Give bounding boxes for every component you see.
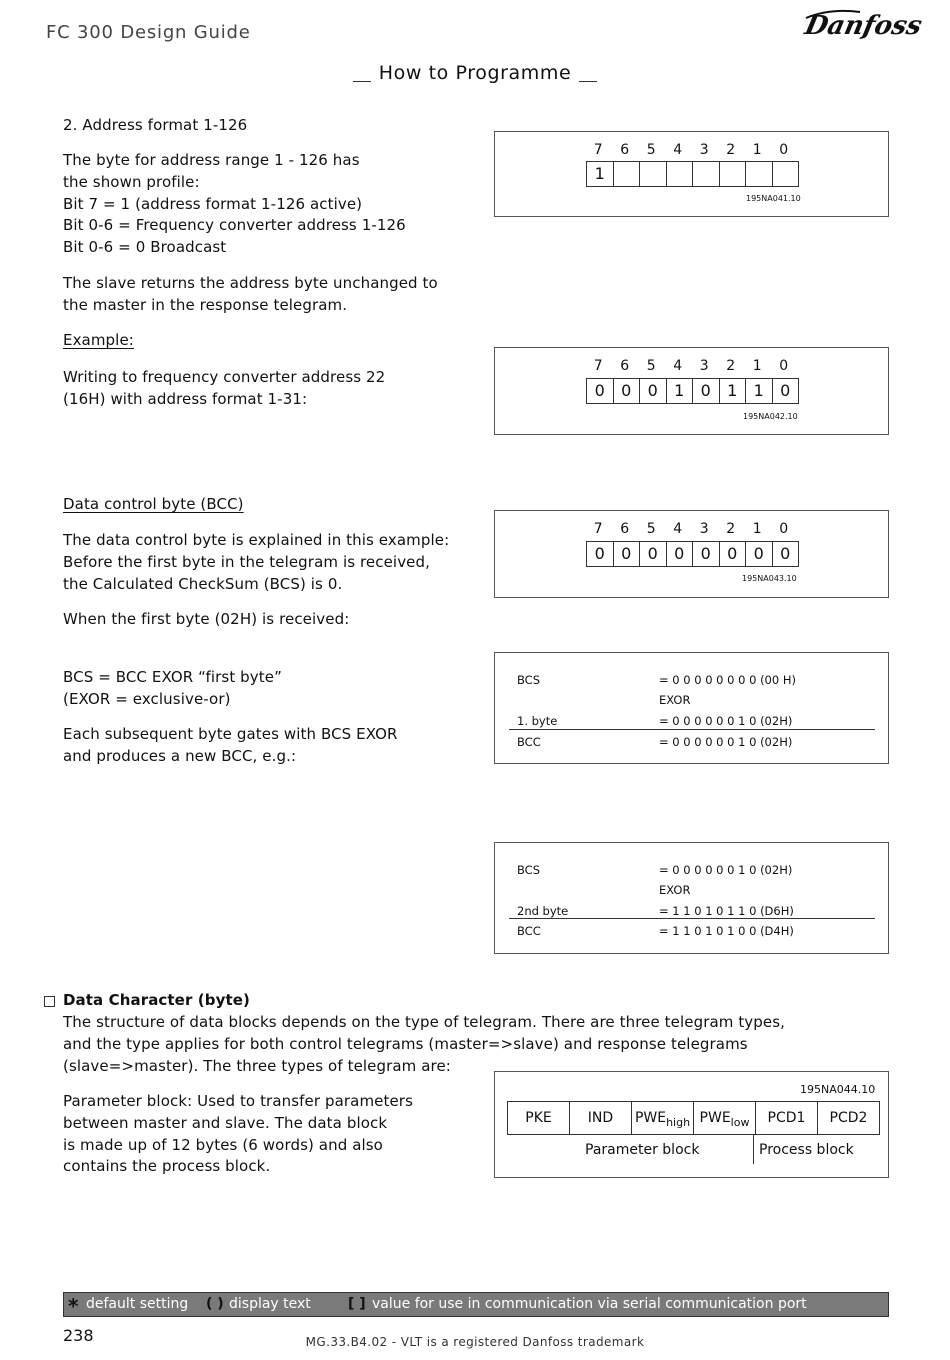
- legend-bar: [63, 1292, 889, 1317]
- process-block-label: Process block: [759, 1142, 854, 1158]
- calc-label: 2nd byte: [517, 904, 569, 918]
- figure-code: 195NA043.10: [742, 574, 797, 583]
- example-label: Example:: [63, 331, 134, 349]
- telegram-block-cells: [507, 1101, 880, 1135]
- example-text: Writing to frequency converter address 22 (16H) with address format 1-31:: [63, 368, 386, 408]
- calc-divider: [509, 729, 875, 730]
- calc-value: = 0 0 0 0 0 0 1 0 (02H): [659, 863, 793, 877]
- block-pke: PKE: [508, 1102, 570, 1135]
- legend-value-text: value for use in communication via serial communication port: [372, 1296, 807, 1312]
- figure-code: 195NA041.10: [746, 194, 801, 203]
- block-pcd1: PCD1: [756, 1102, 818, 1135]
- calc-label: BCC: [517, 924, 541, 938]
- bcs-formula-text: BCS = BCC EXOR “first byte” (EXOR = exclusive-or): [63, 668, 282, 708]
- calc-value: = 0 0 0 0 0 0 1 0 (02H): [659, 714, 793, 728]
- document-title: FC 300 Design Guide: [46, 22, 251, 43]
- footer-trademark: MG.33.B4.02 - VLT is a registered Danfoss trademark: [305, 1335, 645, 1349]
- calc-value: = 1 1 0 1 0 1 1 0 (D6H): [659, 904, 794, 918]
- block-pwe-high: $PWE_{high}$: [632, 1102, 694, 1135]
- asterisk-icon: *: [68, 1294, 79, 1318]
- block-pcd2: PCD2: [818, 1102, 880, 1135]
- calc-label: BCS: [517, 863, 541, 877]
- figure-code: 195NA042.10: [743, 412, 798, 421]
- address-profile-text: The byte for address range 1 - 126 has the shown profile: Bit 7 = 1 (address format 1-126 active) Bit 0-6 = Frequency converter address 1-126 Bit 0-6 = 0 Broadcast: [63, 151, 406, 257]
- calc-label: 1. byte: [517, 714, 558, 728]
- calc-value: EXOR: [659, 693, 691, 707]
- data-character-heading: Data Character (byte): [63, 991, 250, 1009]
- calc-value: = 0 0 0 0 0 0 1 0 (02H): [659, 735, 793, 749]
- bit-cells: 1: [586, 161, 799, 187]
- slave-returns-text: The slave returns the address byte unchanged to the master in the response telegram.: [63, 274, 438, 314]
- legend-paren-symbol: ( ): [206, 1296, 224, 1312]
- telegram-block-figure: [494, 1071, 889, 1178]
- subsequent-byte-text: Each subsequent byte gates with BCS EXOR and produces a new BCC, e.g.:: [63, 725, 398, 765]
- first-byte-text: When the first byte (02H) is received:: [63, 610, 350, 628]
- calc-value: = 1 1 0 1 0 1 0 0 (D4H): [659, 924, 794, 938]
- calc-label: BCC: [517, 735, 541, 749]
- parameter-block-label: Parameter block: [585, 1142, 700, 1158]
- block-ind: IND: [570, 1102, 632, 1135]
- parameter-block-text: Parameter block: Used to transfer parameters between master and slave. The data block is made up of 12 bytes (6 words) and also contains the process block.: [63, 1092, 413, 1176]
- bit-index-row: 7 6 5 4 3 2 1 0: [593, 142, 789, 158]
- block-group-divider: [753, 1134, 754, 1164]
- calc-value: = 0 0 0 0 0 0 0 0 (00 H): [659, 673, 796, 687]
- bcc-heading: Data control byte (BCC): [63, 495, 244, 513]
- legend-default-setting: default setting: [86, 1296, 189, 1312]
- bcc-explain-text: The data control byte is explained in this example: Before the first byte in the telegram is received, the Calculated CheckSum (BCS) is 0.: [63, 531, 450, 593]
- calc-divider: [509, 918, 875, 919]
- svg-text:Danfoss: Danfoss: [802, 10, 925, 41]
- page-number: 238: [63, 1326, 94, 1345]
- block-pwe-low: $PWE_{low}$: [694, 1102, 756, 1135]
- section-title: How to Programme: [0, 62, 950, 84]
- bit-cells: 0 0 0 0 0 0 0 0: [586, 541, 799, 567]
- checkbox-bullet-icon: [44, 996, 55, 1007]
- legend-bracket-symbol: [ ]: [348, 1296, 366, 1312]
- legend-display-text: display text: [229, 1296, 311, 1312]
- danfoss-logo: [800, 4, 925, 44]
- bit-figure-bcs-zero: [494, 510, 889, 598]
- bit-cells: 0 0 0 1 0 1 1 0: [586, 378, 799, 404]
- calc-value: EXOR: [659, 883, 691, 897]
- bit-figure-address-profile: [494, 131, 889, 217]
- data-character-intro: The structure of data blocks depends on the type of telegram. There are three telegram types, and the type applies for both control telegrams (master=>slave) and response telegrams (slave=>master). The three types of telegram are:: [63, 1013, 786, 1075]
- bit-index-row: 7 6 5 4 3 2 1 0: [593, 358, 789, 374]
- figure-code: 195NA044.10: [800, 1083, 876, 1096]
- bit-figure-example: [494, 347, 889, 435]
- address-format-heading: 2. Address format 1-126: [63, 116, 248, 134]
- bcc-calc-figure-second: [494, 842, 889, 954]
- calc-label: BCS: [517, 673, 541, 687]
- bit-index-row: 7 6 5 4 3 2 1 0: [593, 521, 789, 537]
- bcc-calc-figure-first: [494, 652, 889, 764]
